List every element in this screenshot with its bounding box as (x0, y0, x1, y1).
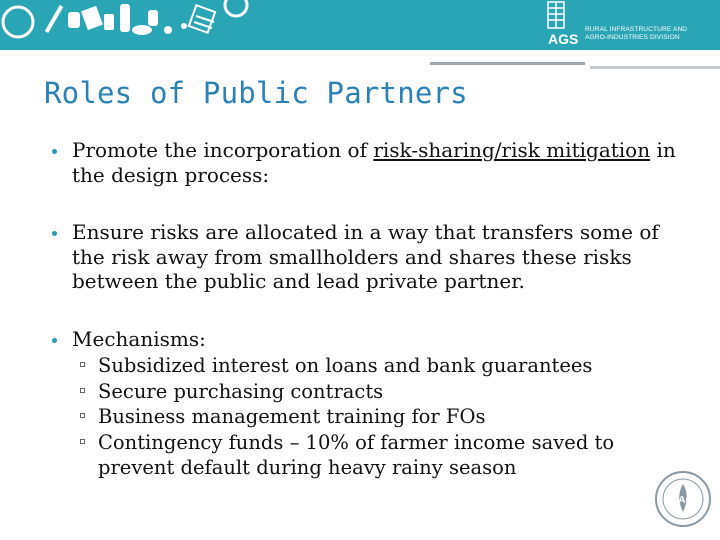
division-name-line2: AGRO-INDUSTRIES DIVISION (585, 33, 680, 41)
sub-bullet-list (72, 353, 692, 481)
sub-bullet-item: Contingency funds – 10% of farmer income saved to prevent default during heavy rainy season (80, 430, 692, 481)
bullet-dot-icon (52, 149, 57, 154)
ags-emblem-icon (545, 0, 585, 50)
bullet-dot-icon (52, 231, 57, 236)
gear-icon (3, 7, 33, 37)
svg-text:FAO: FAO (672, 495, 694, 506)
square-bullet-icon (80, 362, 85, 367)
bullet-item: Mechanisms: Subsidized interest on loans and bank guarantees Secure purchasing contracts Business management training for FOs Contingency funds – 10% of farmer income saved to prevent default during heavy rainy season (52, 327, 692, 481)
svg-text:AGS: AGS (548, 31, 579, 47)
bullet-list (52, 138, 692, 481)
gear-icon (225, 0, 247, 16)
basket-icon (189, 5, 215, 33)
header-banner (0, 0, 720, 50)
page-title: Roles of Public Partners (44, 76, 468, 110)
header-rule (590, 66, 720, 69)
division-name-line1: RURAL INFRASTRUCTURE AND (585, 26, 688, 33)
ags-division-logo (545, 0, 720, 50)
sub-bullet-item: Secure purchasing contracts (80, 379, 692, 405)
header-rule (430, 62, 585, 65)
fao-logo-icon (654, 470, 712, 528)
bullet-item: Ensure risks are allocated in a way that transfers some of the risk away from smallholders and shares these risks between the public and lead private partner. (52, 220, 692, 294)
square-bullet-icon (80, 413, 85, 418)
sub-bullet-item: Subsidized interest on loans and bank guarantees (80, 353, 692, 379)
sub-bullet-item: Business management training for FOs (80, 404, 692, 430)
bullet-item: Promote the incorporation of risk-sharing/risk mitigation in the design process: (52, 138, 692, 187)
bullet-dot-icon (52, 338, 57, 343)
square-bullet-icon (80, 388, 85, 393)
division-name (585, 26, 720, 41)
tools-icon (45, 4, 187, 35)
square-bullet-icon (80, 439, 85, 444)
underlined-term: risk-sharing/risk mitigation (373, 138, 651, 162)
agriculture-icons-strip (0, 0, 270, 50)
